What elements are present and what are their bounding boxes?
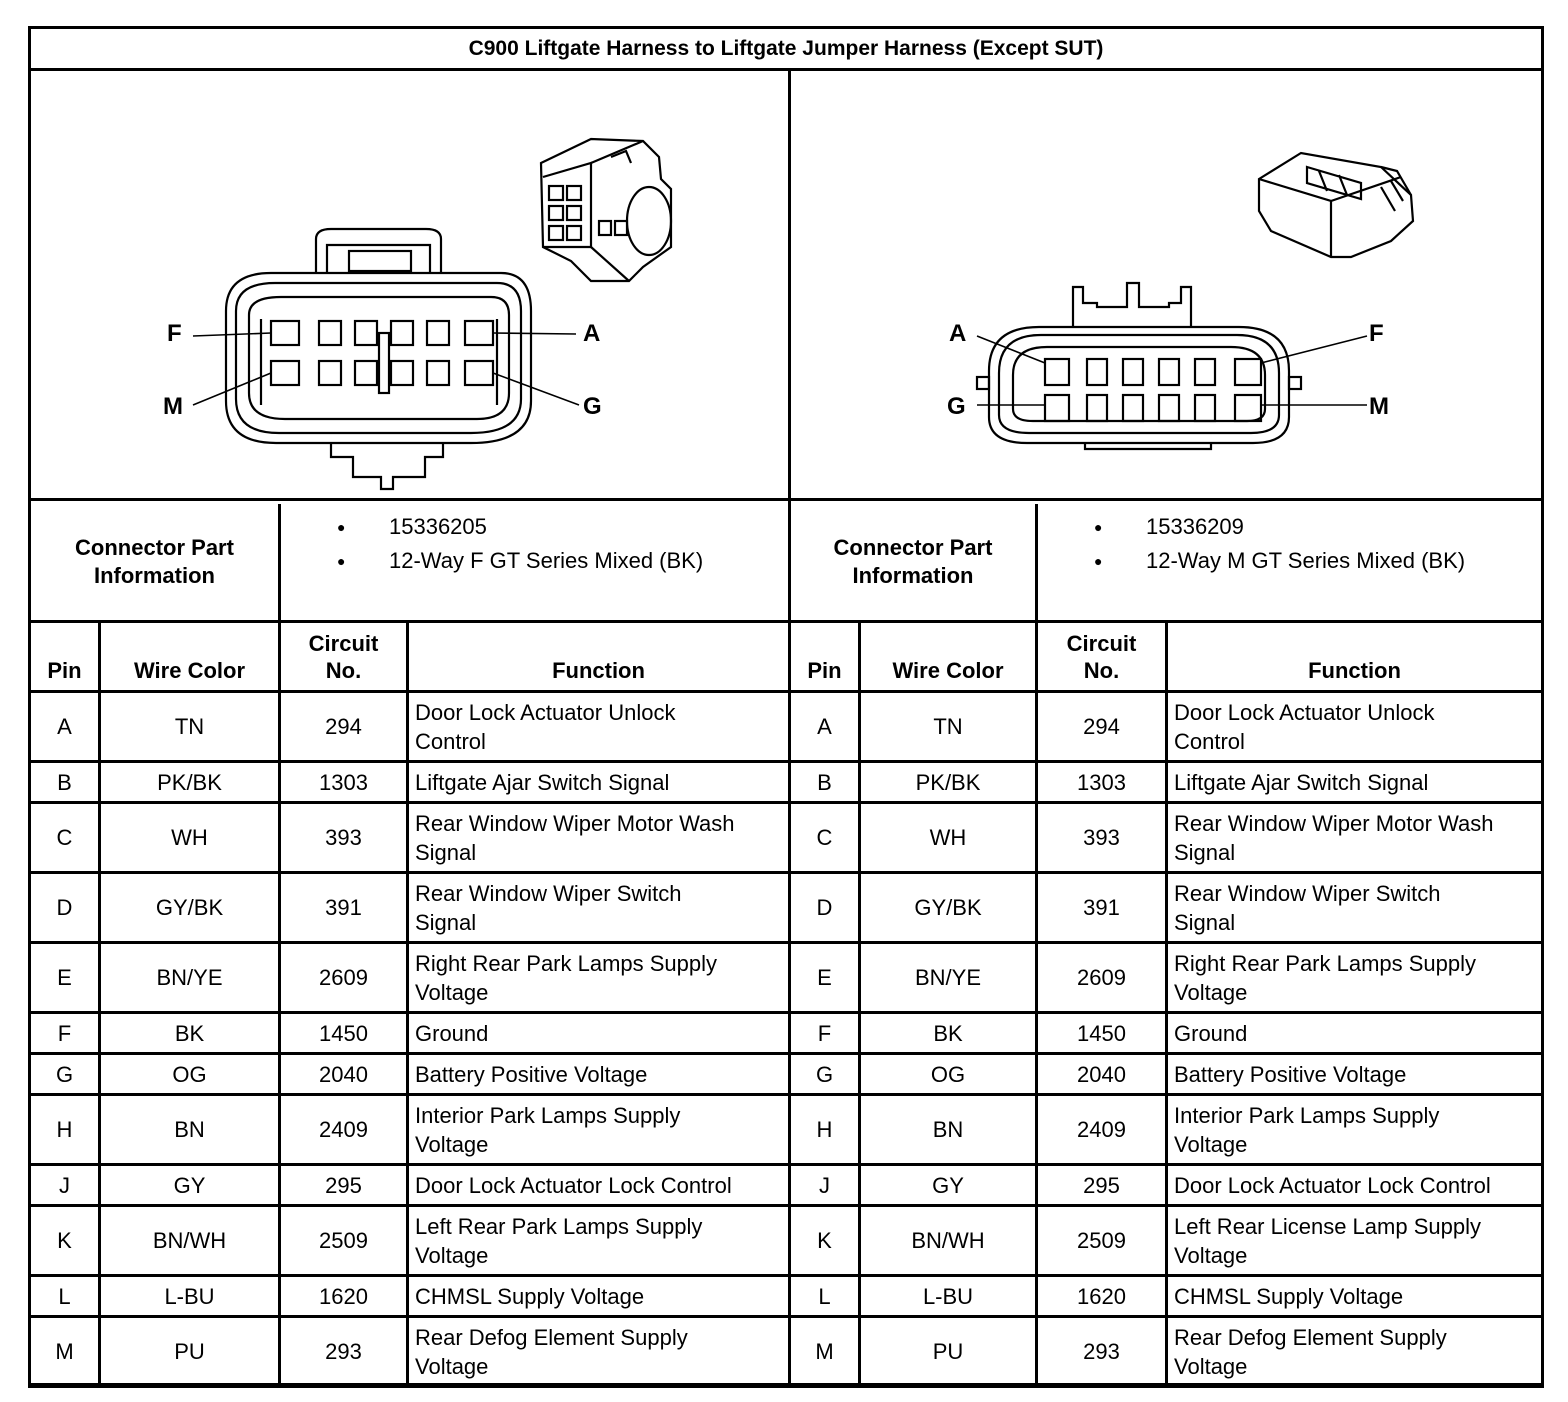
- right-connector-diagram: [791, 71, 1541, 501]
- wire-color-cell: BN/YE: [860, 943, 1037, 1013]
- header-function: Function: [408, 622, 790, 692]
- function-line: CHMSL Supply Voltage: [415, 1283, 645, 1309]
- right-pinout-table: [788, 620, 1544, 1388]
- pin-cell: E: [790, 943, 860, 1013]
- table-row: [790, 692, 1543, 762]
- table-row: [30, 803, 790, 873]
- female-connector-face: [193, 229, 579, 489]
- function-line: Signal: [1174, 909, 1236, 935]
- function-line: Rear Window Wiper Motor Wash: [1174, 810, 1494, 836]
- pin-cell: B: [30, 762, 100, 803]
- wire-color-cell: BN: [860, 1095, 1037, 1165]
- pin-label-f: F: [1369, 320, 1384, 347]
- function-cell: [1167, 943, 1543, 1013]
- right-part-info-list: [1038, 504, 1541, 626]
- function-cell: [1167, 762, 1543, 803]
- function-line: Voltage: [1174, 1353, 1248, 1379]
- circuit-cell: 1450: [280, 1013, 408, 1054]
- function-line: Door Lock Actuator Unlock: [415, 699, 676, 725]
- table-row: [30, 873, 790, 943]
- pin-cell: K: [790, 1206, 860, 1276]
- circuit-cell: 293: [280, 1317, 408, 1387]
- pin-cell: A: [30, 692, 100, 762]
- table-row: [30, 1095, 790, 1165]
- table-row: [30, 1013, 790, 1054]
- info-label-line-2: Information: [93, 563, 215, 588]
- function-line: Voltage: [1174, 1131, 1248, 1157]
- table-row: [790, 1165, 1543, 1206]
- function-cell: [408, 1013, 790, 1054]
- pin-cell: M: [790, 1317, 860, 1387]
- wire-color-cell: PU: [100, 1317, 280, 1387]
- function-line: Control: [415, 728, 486, 754]
- pin-label-m: M: [1369, 393, 1389, 420]
- circuit-cell: 391: [280, 873, 408, 943]
- function-cell: [1167, 1317, 1543, 1387]
- pin-cell: K: [30, 1206, 100, 1276]
- function-cell: [1167, 1054, 1543, 1095]
- function-cell: [408, 1317, 790, 1387]
- function-cell: [408, 803, 790, 873]
- function-line: Interior Park Lamps Supply: [1174, 1102, 1440, 1128]
- pin-label-a: A: [949, 320, 967, 347]
- circuit-cell: 295: [1037, 1165, 1167, 1206]
- circuit-cell: 2040: [280, 1054, 408, 1095]
- function-line: Left Rear Park Lamps Supply: [415, 1213, 703, 1239]
- circuit-cell: 2409: [1037, 1095, 1167, 1165]
- function-cell: [1167, 692, 1543, 762]
- wire-color-cell: BN/WH: [860, 1206, 1037, 1276]
- wire-color-cell: GY/BK: [100, 873, 280, 943]
- document-title: C900 Liftgate Harness to Liftgate Jumper Harness (Except SUT): [31, 29, 1541, 71]
- wire-color-cell: BK: [100, 1013, 280, 1054]
- function-line: Voltage: [1174, 1242, 1248, 1268]
- function-line: Interior Park Lamps Supply: [415, 1102, 681, 1128]
- function-cell: [408, 1095, 790, 1165]
- function-cell: [1167, 1206, 1543, 1276]
- wire-color-cell: BK: [860, 1013, 1037, 1054]
- function-line: Voltage: [415, 1353, 489, 1379]
- pin-cell: F: [30, 1013, 100, 1054]
- table-row: [30, 692, 790, 762]
- table-row: [790, 1054, 1543, 1095]
- function-cell: [408, 762, 790, 803]
- part-description: ● 12-Way F GT Series Mixed (BK): [281, 544, 788, 578]
- wire-color-cell: PU: [860, 1317, 1037, 1387]
- pin-cell: D: [30, 873, 100, 943]
- table-header-row: [30, 622, 790, 692]
- function-line: Signal: [415, 909, 477, 935]
- table-row: [30, 1276, 790, 1317]
- pin-cell: J: [790, 1165, 860, 1206]
- pin-label-m: M: [163, 393, 183, 420]
- info-label-line-1: Connector Part: [75, 535, 234, 560]
- circuit-cell: 1620: [1037, 1276, 1167, 1317]
- wire-color-cell: GY: [100, 1165, 280, 1206]
- female-connector-thumbnail: [541, 139, 671, 281]
- circuit-cell: 393: [1037, 803, 1167, 873]
- table-row: [790, 1317, 1543, 1387]
- header-pin: Pin: [30, 622, 100, 692]
- table-row: [790, 873, 1543, 943]
- circuit-cell: 2609: [280, 943, 408, 1013]
- part-number: ● 15336209: [1038, 510, 1541, 544]
- left-pinout-table: [28, 620, 791, 1388]
- table-row: [790, 1013, 1543, 1054]
- function-line: Voltage: [1174, 979, 1248, 1005]
- wire-color-cell: TN: [860, 692, 1037, 762]
- function-cell: [408, 1165, 790, 1206]
- function-cell: [408, 692, 790, 762]
- function-cell: [408, 943, 790, 1013]
- wire-color-cell: WH: [860, 803, 1037, 873]
- wire-color-cell: OG: [860, 1054, 1037, 1095]
- info-label-line-2: Information: [852, 563, 974, 588]
- wire-color-cell: L-BU: [860, 1276, 1037, 1317]
- function-line: Right Rear Park Lamps Supply: [415, 950, 718, 976]
- circuit-cell: 1303: [280, 762, 408, 803]
- wire-color-cell: BN/WH: [100, 1206, 280, 1276]
- left-info-label: [31, 504, 278, 620]
- function-cell: [1167, 1095, 1543, 1165]
- header-circuit: Circuit No.: [280, 622, 408, 692]
- wire-color-cell: L-BU: [100, 1276, 280, 1317]
- table-row: [30, 762, 790, 803]
- male-connector-thumbnail: [1259, 153, 1413, 257]
- table-row: [790, 943, 1543, 1013]
- pin-label-f: F: [167, 320, 182, 347]
- function-cell: [1167, 1013, 1543, 1054]
- circuit-cell: 2509: [1037, 1206, 1167, 1276]
- function-line: Rear Window Wiper Motor Wash: [415, 810, 735, 836]
- function-cell: [1167, 803, 1543, 873]
- pin-cell: H: [30, 1095, 100, 1165]
- table-row: [790, 1276, 1543, 1317]
- function-line: Left Rear License Lamp Supply: [1174, 1213, 1481, 1239]
- part-number: ● 15336205: [281, 510, 788, 544]
- circuit-cell: 2509: [280, 1206, 408, 1276]
- circuit-cell: 294: [1037, 692, 1167, 762]
- function-line: Signal: [415, 839, 477, 865]
- pin-cell: B: [790, 762, 860, 803]
- function-cell: [408, 1054, 790, 1095]
- circuit-cell: 294: [280, 692, 408, 762]
- circuit-cell: 295: [280, 1165, 408, 1206]
- wire-color-cell: BN/YE: [100, 943, 280, 1013]
- table-row: [30, 1317, 790, 1387]
- wire-color-cell: GY: [860, 1165, 1037, 1206]
- function-line: Door Lock Actuator Lock Control: [1174, 1172, 1491, 1198]
- circuit-cell: 393: [280, 803, 408, 873]
- function-line: Battery Positive Voltage: [415, 1061, 648, 1087]
- function-cell: [1167, 873, 1543, 943]
- function-line: CHMSL Supply Voltage: [1174, 1283, 1404, 1309]
- circuit-cell: 2409: [280, 1095, 408, 1165]
- function-line: Rear Defog Element Supply: [415, 1324, 688, 1350]
- header-wire-color: Wire Color: [860, 622, 1037, 692]
- table-row: [30, 1165, 790, 1206]
- pin-cell: E: [30, 943, 100, 1013]
- pin-cell: L: [790, 1276, 860, 1317]
- table-row: [790, 762, 1543, 803]
- pin-cell: G: [790, 1054, 860, 1095]
- pin-label-g: G: [583, 393, 602, 420]
- pin-cell: C: [30, 803, 100, 873]
- left-connector-diagram: [31, 71, 788, 501]
- circuit-cell: 391: [1037, 873, 1167, 943]
- circuit-cell: 2040: [1037, 1054, 1167, 1095]
- function-cell: [408, 1206, 790, 1276]
- part-description: ● 12-Way M GT Series Mixed (BK): [1038, 544, 1541, 578]
- left-part-info-list: [281, 504, 788, 626]
- wire-color-cell: PK/BK: [100, 762, 280, 803]
- wire-color-cell: BN: [100, 1095, 280, 1165]
- function-line: Rear Window Wiper Switch: [1174, 880, 1441, 906]
- male-connector-face: [977, 283, 1367, 449]
- header-circuit: Circuit No.: [1037, 622, 1167, 692]
- pin-cell: D: [790, 873, 860, 943]
- function-cell: [1167, 1165, 1543, 1206]
- header-function: Function: [1167, 622, 1543, 692]
- table-row: [30, 1054, 790, 1095]
- female-connector-drawing: [31, 71, 788, 501]
- function-line: Rear Window Wiper Switch: [415, 880, 682, 906]
- function-line: Ground: [415, 1020, 489, 1046]
- function-line: Voltage: [415, 1242, 489, 1268]
- pin-label-a: A: [583, 320, 601, 347]
- circuit-cell: 2609: [1037, 943, 1167, 1013]
- wire-color-cell: OG: [100, 1054, 280, 1095]
- wire-color-cell: TN: [100, 692, 280, 762]
- wire-color-cell: WH: [100, 803, 280, 873]
- table-row: [790, 1095, 1543, 1165]
- function-line: Control: [1174, 728, 1245, 754]
- wire-color-cell: PK/BK: [860, 762, 1037, 803]
- table-row: [790, 803, 1543, 873]
- pin-cell: J: [30, 1165, 100, 1206]
- pin-cell: M: [30, 1317, 100, 1387]
- circuit-cell: 1620: [280, 1276, 408, 1317]
- pin-cell: A: [790, 692, 860, 762]
- function-line: Ground: [1174, 1020, 1248, 1046]
- function-cell: [408, 1276, 790, 1317]
- wire-color-cell: GY/BK: [860, 873, 1037, 943]
- function-line: Liftgate Ajar Switch Signal: [415, 769, 670, 795]
- function-line: Right Rear Park Lamps Supply: [1174, 950, 1477, 976]
- function-line: Door Lock Actuator Lock Control: [415, 1172, 732, 1198]
- table-row: [30, 943, 790, 1013]
- connector-document: [28, 26, 1544, 1386]
- function-cell: [1167, 1276, 1543, 1317]
- right-info-label: [791, 504, 1035, 620]
- diagram-bottom-rule: [31, 498, 1541, 501]
- info-label-line-1: Connector Part: [833, 535, 993, 560]
- header-wire-color: Wire Color: [100, 622, 280, 692]
- pin-label-g: G: [947, 393, 966, 420]
- function-line: Rear Defog Element Supply: [1174, 1324, 1447, 1350]
- table-row: [790, 1206, 1543, 1276]
- pin-cell: H: [790, 1095, 860, 1165]
- function-line: Door Lock Actuator Unlock: [1174, 699, 1435, 725]
- pin-cell: F: [790, 1013, 860, 1054]
- circuit-cell: 1450: [1037, 1013, 1167, 1054]
- pin-cell: C: [790, 803, 860, 873]
- function-line: Liftgate Ajar Switch Signal: [1174, 769, 1429, 795]
- male-connector-drawing: [791, 71, 1541, 501]
- function-line: Signal: [1174, 839, 1236, 865]
- circuit-cell: 1303: [1037, 762, 1167, 803]
- table-row: [30, 1206, 790, 1276]
- table-header-row: [790, 622, 1543, 692]
- circuit-cell: 293: [1037, 1317, 1167, 1387]
- function-line: Battery Positive Voltage: [1174, 1061, 1407, 1087]
- function-cell: [408, 873, 790, 943]
- function-line: Voltage: [415, 1131, 489, 1157]
- header-pin: Pin: [790, 622, 860, 692]
- function-line: Voltage: [415, 979, 489, 1005]
- pin-cell: L: [30, 1276, 100, 1317]
- pin-cell: G: [30, 1054, 100, 1095]
